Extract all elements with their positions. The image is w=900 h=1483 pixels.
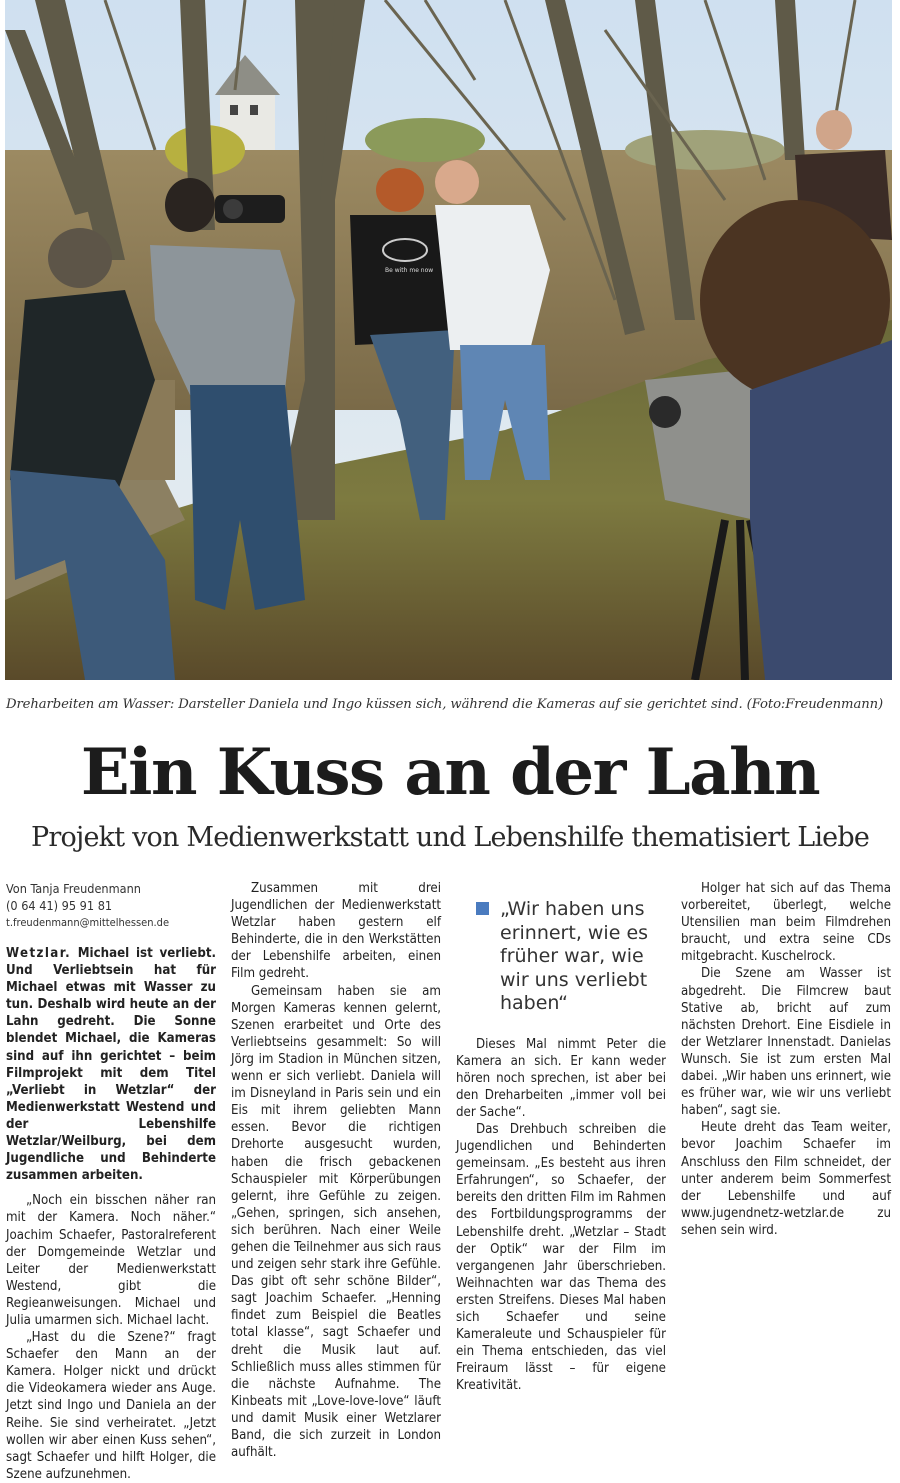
quote-square-icon	[476, 902, 489, 915]
svg-text:Be with me now: Be with me now	[385, 267, 434, 274]
byline: Von Tanja Freudenmann	[6, 881, 141, 896]
paragraph: Gemeinsam haben sie am Morgen Kameras kennen gelernt, Szenen erarbeitet und Orte des Verliebtseins gesammelt: So will Jörg im Stadion in München sitzen, wenn er sich verliebt. Daniela will im Disneyland in Paris sein und ein Eis mit ihrem geliebten Mann essen. Bevor die richtigen Drehorte ausgesucht wurden, haben die frisch gebackenen Schauspieler mit Körperübungen gelernt, ihre Gefühle zu zeigen. „Gehen, springen, sich ansehen, sich berühren. Nach einer Weile gehen die Teilnehmer aus sich raus und zeigen sehr stark ihre Gefühle. Das gibt oft sehr schöne Bilder“, sagt Joachim Schaefer. „Henning findet zum Beispiel die Beatles total klasse“, sagt Schaefer und dreht die Musik laut auf. Schließlich muss alles stimmen für die nächste Aufnahme. The Kinbeats mit „Love-love-love“ läuft und damit Musik einer Wetzlarer Band, die sich zurzeit in London aufhält.	[231, 983, 441, 1461]
paragraph: „Noch ein bisschen näher ran mit der Kamera. Noch näher.“ Joachim Schaefer, Pastoralreferent der Domgemeinde Wetzlar und Leiter der Medienwerkstatt Westend, gibt die Regieanweisungen. Michael und Julia umarmen sich. Michael lacht.	[6, 1193, 216, 1328]
author-email[interactable]: t.freudenmann@mittelhessen.de	[6, 916, 170, 929]
author-block	[6, 880, 216, 931]
paragraph: Holger hat sich auf das Thema vorbereitet, überlegt, welche Utensilien man beim Filmdrehen braucht, und extra seine CDs mitgebracht. Kuschelrock.	[681, 881, 891, 965]
paragraph: Heute dreht das Team weiter, bevor Joachim Schaefer im Anschluss den Film schneidet, der unter anderem beim Sommerfest der Lebenshilfe und auf www.jugendnetz-wetzlar.de zu sehen sein wird.	[681, 1120, 891, 1238]
photo-caption: Dreharbeiten am Wasser: Darsteller Daniela und Ingo küssen sich, während die Kameras auf sie gerichtet sind. (Foto:Freudenmann)	[6, 697, 884, 712]
article-column-1	[6, 880, 216, 1483]
article-headline: Ein Kuss an der Lahn	[80, 735, 820, 810]
article-photo	[5, 0, 892, 680]
article-subheadline: Projekt von Medienwerkstatt und Lebenshilfe thematisiert Liebe	[31, 822, 869, 853]
paragraph: Die Szene am Wasser ist abgedreht. Die Filmcrew baut Stative ab, bricht auf zum nächsten Drehort. Eine Eisdiele in der Wetzlarer Innenstadt. Danielas Wunsch. Sie ist zum ersten Mal dabei. „Wir haben uns erinnert, wie es früher war, wie wir uns verliebt haben“, sagt sie.	[681, 966, 891, 1119]
lead-paragraph	[6, 945, 216, 1184]
author-phone: (0 64 41) 95 91 81	[6, 898, 113, 913]
paragraph: „Hast du die Szene?“ fragt Schaefer den Mann an der Kamera. Holger nickt und drückt die Videokamera wieder ans Auge. Jetzt sind Ingo und Daniela an der Reihe. Sie sind verheiratet. „Jetzt wollen wir aber einen Kuss sehen“, sagt Schaefer und hilft Holger, die Szene aufzunehmen.	[6, 1330, 216, 1482]
paragraph: Das Drehbuch schreiben die Jugendlichen und Behinderten gemeinsam. „Es besteht aus ihren Erfahrungen“, so Schaefer, der bereits den dritten Film im Rahmen des Fortbildungsprogramms der Lebenshilfe dreht. „Wetzlar – Stadt der Optik“ war der Film im vergangenen Jahr überschrieben. Weihnachten war das Thema des ersten Streifens. Dieses Mal haben sich Schaefer und seine Kameraleute und Schauspieler für ein Thema entschieden, das viel Freiraum lässt – für eigene Kreativität.	[456, 1121, 666, 1394]
article-column-4	[681, 880, 891, 1239]
article-column-3	[456, 880, 666, 1394]
pull-quote	[456, 898, 666, 1016]
article-column-2	[231, 880, 441, 1461]
lead-text: Michael ist verliebt. Und Verliebtsein hat für Michael etwas mit Wasser zu tun. Deshalb wird heute an der Lahn gedreht. Die Sonne blendet Michael, die Kameras sind auf ihn gerichtet – beim Filmprojekt mit dem Titel „Verliebt in Wetzlar“ der Medienwerkstatt Westend und der Lebenshilfe Wetzlar/Weilburg, bei dem Jugendliche und Behinderte zusammen arbeiten.	[6, 946, 216, 1184]
dateline: Wetzlar.	[6, 946, 71, 961]
pull-quote-text: „Wir haben uns erinnert, wie es früher war, wie wir uns verliebt haben“	[500, 898, 649, 1014]
paragraph: Zusammen mit drei Jugendlichen der Medienwerkstatt Wetzlar haben gestern elf Behinderte, die in den Werkstätten der Lebenshilfe arbeiten, einen Film gedreht.	[231, 881, 441, 982]
paragraph: Dieses Mal nimmt Peter die Kamera an sich. Er kann weder hören noch sprechen, ist aber bei den Dreharbeiten „immer voll bei der Sache“.	[456, 1036, 666, 1120]
